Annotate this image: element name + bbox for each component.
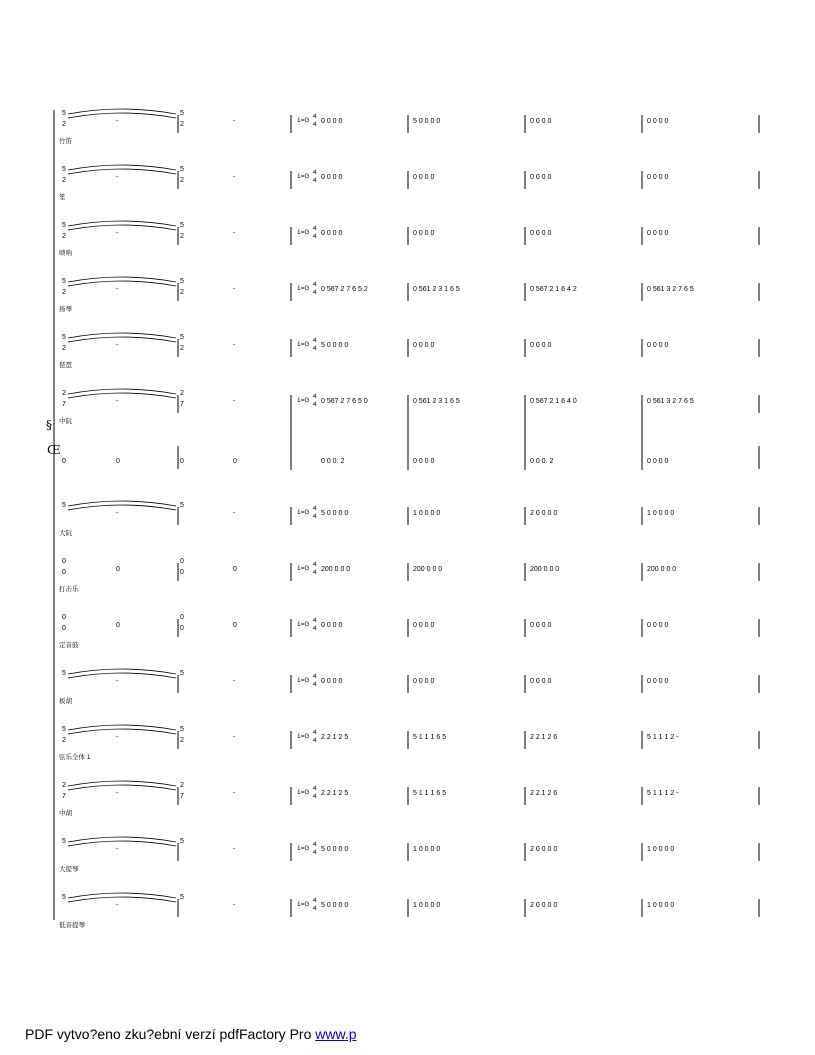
lead-note: 7 [180, 793, 184, 800]
lead-note: 5 [180, 278, 184, 285]
measure-3: 0 0 0 0 [530, 342, 552, 349]
key-signature: 1=G [297, 733, 310, 740]
time-sig-top: 4 [313, 673, 317, 680]
time-sig-bottom: 4 [313, 177, 317, 184]
rest-mark: - [233, 510, 236, 517]
tie-arc [68, 729, 176, 734]
lead-note: 5 [62, 110, 66, 117]
lead-note: 5 [180, 838, 184, 845]
instrument-name: 大提琴 [59, 866, 79, 873]
measure-3: 0 0 0 0 [530, 118, 552, 125]
footer-text: PDF vytvo?eno zku?ební verzí pdfFactory Pro [25, 1026, 316, 1042]
rest-mark: - [116, 342, 119, 349]
rest-mark: 0 [116, 622, 120, 629]
rest-mark: 0 [116, 566, 120, 573]
lead-note: 2 [180, 345, 184, 352]
key-signature: 1=G [297, 397, 310, 404]
key-signature: 1=G [297, 677, 310, 684]
rest-mark: - [116, 510, 119, 517]
measure-3: 2 2 1 2 6 [530, 734, 558, 741]
lower-note: 0 [116, 458, 120, 465]
rest-mark: - [116, 286, 119, 293]
time-sig-bottom: 4 [313, 289, 317, 296]
measure-3: 0 0 0 0 [530, 174, 552, 181]
time-sig-top: 4 [313, 113, 317, 120]
lead-note: 0 [62, 614, 66, 621]
instrument-name: 竹笛 [59, 138, 72, 145]
time-sig-bottom: 4 [313, 793, 317, 800]
time-sig-bottom: 4 [313, 625, 317, 632]
lead-note: 5 [180, 670, 184, 677]
instrument-name: 大阮 [59, 530, 72, 537]
lead-note: 2 [180, 177, 184, 184]
lead-note: 5 [62, 726, 66, 733]
lead-note: 0 [62, 558, 66, 565]
lead-note: 5 [62, 670, 66, 677]
instrument-name: 板胡 [59, 698, 72, 705]
measure-3: 2 2 1 2 6 [530, 790, 558, 797]
lead-note: 2 [62, 177, 66, 184]
rest-mark: - [233, 118, 236, 125]
rest-mark: - [233, 286, 236, 293]
measure-1: 5 0 0 0 0 [321, 846, 349, 853]
time-sig-top: 4 [313, 393, 317, 400]
key-signature: 1=G [297, 565, 310, 572]
lead-note: 2 [180, 737, 184, 744]
lead-note: 0 [62, 569, 66, 576]
tie-arc [68, 281, 176, 286]
measure-1: 0 567 2 7 6 5 0 [321, 398, 368, 405]
time-sig-bottom: 4 [313, 345, 317, 352]
rest-mark: - [116, 678, 119, 685]
time-sig-top: 4 [313, 337, 317, 344]
time-sig-top: 4 [313, 561, 317, 568]
rest-mark: - [233, 734, 236, 741]
lead-note: 0 [180, 625, 184, 632]
measure-2: 0 561 2 3 1 6 5 [413, 286, 460, 293]
measure-3: 0 0 0 0 [530, 622, 552, 629]
segno-symbol: § [46, 418, 52, 432]
rest-mark: - [116, 734, 119, 741]
lead-note: 5 [180, 222, 184, 229]
lead-note: 7 [62, 793, 66, 800]
measure-2: 0 0 0 0 [413, 230, 435, 237]
tie-arc [68, 169, 176, 174]
lead-note: 2 [180, 782, 184, 789]
measure-4: 0 0 0 0 [647, 118, 669, 125]
lead-note: 2 [180, 289, 184, 296]
footer-link[interactable]: www.p [315, 1026, 357, 1042]
measure-4: 200 0 0 0 [647, 566, 677, 573]
time-sig-top: 4 [313, 897, 317, 904]
time-sig-top: 4 [313, 841, 317, 848]
time-sig-top: 4 [313, 281, 317, 288]
measure-3: 2 0 0 0 0 [530, 846, 558, 853]
lead-note: 2 [62, 782, 66, 789]
instrument-name: 中阮 [59, 418, 72, 425]
rest-mark: - [233, 230, 236, 237]
rest-mark: - [233, 398, 236, 405]
lead-note: 5 [62, 334, 66, 341]
lead-note: 2 [180, 121, 184, 128]
measure-4: 0 0 0 0 [647, 174, 669, 181]
instrument-name: 中胡 [59, 810, 72, 817]
measure-3: 0 0 0 0 [530, 230, 552, 237]
measure-2: 0 0 0 0 [413, 622, 435, 629]
tie-arc [68, 785, 176, 790]
rest-mark: - [116, 902, 119, 909]
measure-2: 5 1 1 1 6 5 [413, 790, 447, 797]
rest-mark: - [233, 846, 236, 853]
lead-note: 5 [62, 838, 66, 845]
rest-mark: - [233, 790, 236, 797]
rest-mark: - [233, 678, 236, 685]
lead-note: 2 [62, 390, 66, 397]
time-sig-top: 4 [313, 617, 317, 624]
lead-note: 5 [180, 166, 184, 173]
lead-note: 5 [180, 502, 184, 509]
measure-4: 0 0 0 0 [647, 678, 669, 685]
measure-2: 0 0 0 0 [413, 174, 435, 181]
time-sig-top: 4 [313, 225, 317, 232]
measure-1: 0 567 2 7 6 5 2 [321, 286, 368, 293]
measure-2: 0 0 0 0 [413, 678, 435, 685]
time-sig-top: 4 [313, 505, 317, 512]
lower-note: 0 [233, 458, 237, 465]
lead-note: 0 [62, 625, 66, 632]
measure-4: 0 561 3 2 7 6 5 [647, 398, 694, 405]
lead-note: 2 [62, 233, 66, 240]
rest-mark: 0 [233, 566, 237, 573]
lead-note: 0 [180, 558, 184, 565]
footer [25, 1026, 356, 1042]
tie-arc [68, 113, 176, 118]
measure-1: 2 2 1 2 5 [321, 734, 349, 741]
lead-note: 5 [180, 726, 184, 733]
lead-note: 7 [180, 401, 184, 408]
measure-1: 5 0 0 0 0 [321, 902, 349, 909]
lead-note: 7 [62, 401, 66, 408]
time-sig-bottom: 4 [313, 233, 317, 240]
lead-note: 5 [62, 502, 66, 509]
measure-3: 0 0 0 0 [530, 678, 552, 685]
measure-2: 5 0 0 0 0 [413, 118, 441, 125]
lead-note: 0 [180, 569, 184, 576]
rest-mark: - [233, 902, 236, 909]
instrument-name: 低音提琴 [59, 922, 85, 929]
measure-1: 0 0 0 0 [321, 174, 343, 181]
measure-3: 0 567 2 1 6 4 0 [530, 398, 577, 405]
key-signature: 1=G [297, 789, 310, 796]
lower-measure-2: 0 0 0 0 [413, 458, 435, 465]
tie-arc [68, 841, 176, 846]
rest-mark: - [116, 398, 119, 405]
tie-arc [68, 393, 176, 398]
time-sig-top: 4 [313, 785, 317, 792]
tie-arc [68, 673, 176, 678]
lead-note: 5 [62, 894, 66, 901]
tie-arc [68, 225, 176, 230]
lead-note: 5 [180, 334, 184, 341]
instrument-name: 打击乐 [59, 586, 79, 593]
key-signature: 1=G [297, 901, 310, 908]
lead-note: 2 [62, 345, 66, 352]
key-signature: 1=G [297, 341, 310, 348]
lead-note: 5 [180, 110, 184, 117]
measure-1: 0 0 0 0 [321, 678, 343, 685]
time-sig-bottom: 4 [313, 513, 317, 520]
measure-2: 1 0 0 0 0 [413, 902, 441, 909]
lead-note: 5 [62, 278, 66, 285]
lead-note: 5 [180, 894, 184, 901]
key-signature: 1=G [297, 173, 310, 180]
measure-1: 5 0 0 0 0 [321, 510, 349, 517]
lead-note: 0 [180, 614, 184, 621]
time-sig-bottom: 4 [313, 737, 317, 744]
measure-3: 2 0 0 0 0 [530, 510, 558, 517]
tie-arc [68, 897, 176, 902]
measure-4: 1 0 0 0 0 [647, 510, 675, 517]
instrument-name: 扬琴 [59, 306, 72, 313]
lead-note: 2 [62, 121, 66, 128]
key-signature: 1=G [297, 285, 310, 292]
measure-4: 0 0 0 0 [647, 230, 669, 237]
time-sig-bottom: 4 [313, 401, 317, 408]
measure-1: 2 2 1 2 5 [321, 790, 349, 797]
coda-symbol: Œ [47, 443, 61, 457]
measure-3: 200 0 0 0 [530, 566, 560, 573]
instrument-name: 定音鼓 [59, 642, 79, 649]
lead-note: 2 [180, 233, 184, 240]
measure-3: 0 567 2 1 6 4 2 [530, 286, 577, 293]
lead-note: 5 [62, 222, 66, 229]
rest-mark: - [116, 846, 119, 853]
lead-note: 2 [180, 390, 184, 397]
rest-mark: - [233, 174, 236, 181]
measure-4: 0 0 0 0 [647, 622, 669, 629]
rest-mark: - [116, 118, 119, 125]
measure-2: 1 0 0 0 0 [413, 510, 441, 517]
measure-2: 0 561 2 3 1 6 5 [413, 398, 460, 405]
lead-note: 2 [62, 737, 66, 744]
instrument-name: 笙 [59, 194, 66, 201]
instrument-name: 唢呐 [59, 250, 72, 257]
measure-1: 200 0 0 0 [321, 566, 351, 573]
key-signature: 1=G [297, 621, 310, 628]
key-signature: 1=G [297, 117, 310, 124]
measure-4: 5 1 1 1 2 - [647, 790, 679, 797]
key-signature: 1=G [297, 509, 310, 516]
measure-1: 0 0 0 0 [321, 118, 343, 125]
tie-arc [68, 505, 176, 510]
time-sig-bottom: 4 [313, 905, 317, 912]
lower-note: 0 [62, 458, 66, 465]
rest-mark: 0 [233, 622, 237, 629]
lower-note: 0 [180, 458, 184, 465]
measure-4: 1 0 0 0 0 [647, 902, 675, 909]
measure-2: 200 0 0 0 [413, 566, 443, 573]
measure-2: 0 0 0 0 [413, 342, 435, 349]
measure-1: 0 0 0 0 [321, 230, 343, 237]
instrument-name: 琵琶 [59, 362, 72, 369]
measure-1: 0 0 0 0 [321, 622, 343, 629]
measure-3: 2 0 0 0 0 [530, 902, 558, 909]
measure-4: 0 561 3 2 7 6 5 [647, 286, 694, 293]
lower-measure-3: 0 0 0. 2 [530, 458, 554, 465]
key-signature: 1=G [297, 229, 310, 236]
lower-measure-1: 0 0 0. 2 [321, 458, 345, 465]
time-sig-bottom: 4 [313, 121, 317, 128]
rest-mark: - [116, 174, 119, 181]
lead-note: 5 [62, 166, 66, 173]
tie-arc [68, 337, 176, 342]
rest-mark: - [116, 230, 119, 237]
time-sig-top: 4 [313, 169, 317, 176]
measure-4: 5 1 1 1 2 - [647, 734, 679, 741]
measure-1: 5 0 0 0 0 [321, 342, 349, 349]
measure-4: 1 0 0 0 0 [647, 846, 675, 853]
time-sig-bottom: 4 [313, 849, 317, 856]
lead-note: 2 [62, 289, 66, 296]
rest-mark: - [116, 790, 119, 797]
measure-2: 5 1 1 1 6 5 [413, 734, 447, 741]
measure-4: 0 0 0 0 [647, 342, 669, 349]
rest-mark: - [233, 342, 236, 349]
time-sig-bottom: 4 [313, 569, 317, 576]
instrument-name: 弦乐全体 1 [59, 754, 91, 761]
key-signature: 1=G [297, 845, 310, 852]
time-sig-top: 4 [313, 729, 317, 736]
measure-2: 1 0 0 0 0 [413, 846, 441, 853]
lower-measure-4: 0 0 0 0 [647, 458, 669, 465]
time-sig-bottom: 4 [313, 681, 317, 688]
